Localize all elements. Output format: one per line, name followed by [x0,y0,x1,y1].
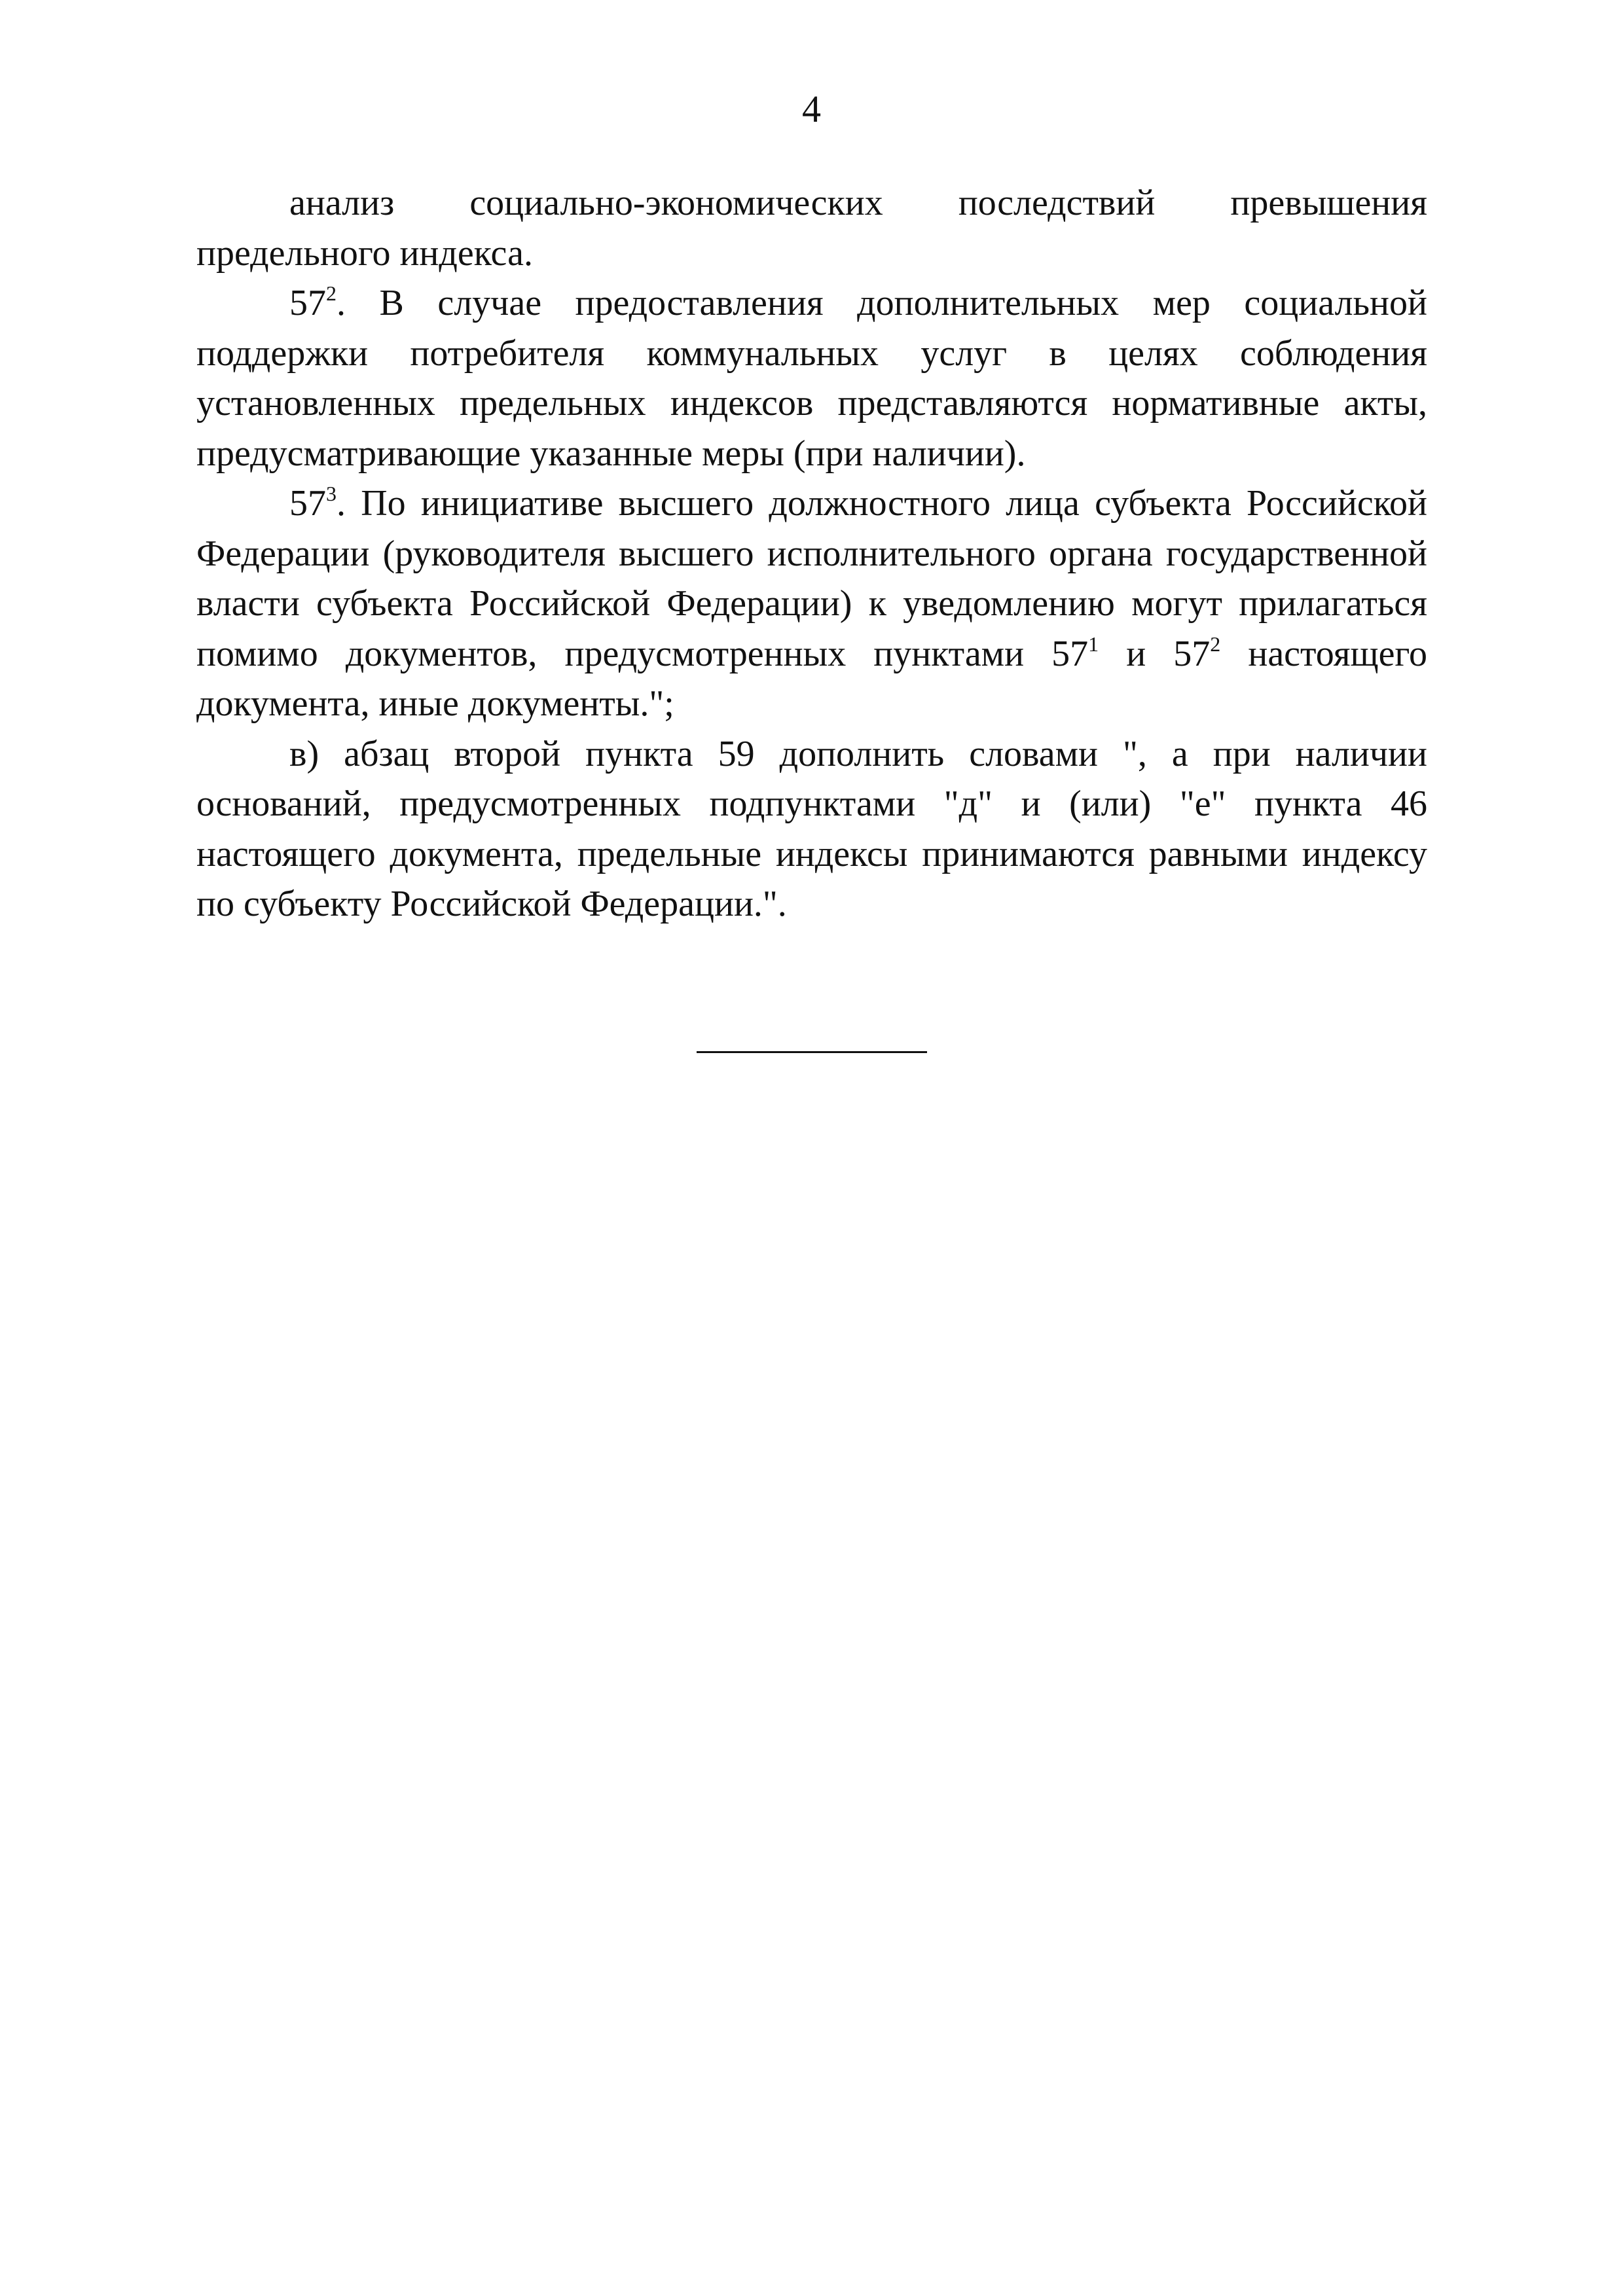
paragraph-analysis [196,178,1427,278]
clause-number: 57 [289,483,326,524]
document-body [196,178,1427,929]
clause-reference: 57 [1173,633,1211,674]
paragraph-57-2 [196,278,1427,478]
clause-reference: 57 [1051,633,1089,674]
paragraph-v [196,729,1427,929]
end-of-document-rule [697,1051,927,1053]
clause-number-superscript: 2 [326,281,337,306]
page-number: 4 [802,88,821,130]
clause-number: 57 [289,283,326,323]
paragraph-57-3 [196,478,1427,729]
paragraph-text: в) абзац второй пункта 59 дополнить словами ", а при наличии оснований, предусмотренных подпунктами "д" и (или) "е" пункта 46 настоящего документа, предельные индексы принимаются равными индексу по субъекту Российской Федерации.". [196,733,1427,924]
paragraph-text: и [1099,633,1174,674]
paragraph-text: настоящего документа, иные документы."; [196,633,1428,724]
clause-reference-superscript: 2 [1210,632,1221,656]
clause-number-superscript: 3 [326,482,337,506]
paragraph-text: . По инициативе высшего должностного лица субъекта Российской Федерации (руководителя высшего исполнительного органа государственной власти субъекта Российской Федерации) к уведомлению могут прилагаться помимо документов, предусмотренных пунктами [196,483,1427,674]
paragraph-text: . В случае предоставления дополнительных мер социальной поддержки потребителя коммунальных услуг в целях соблюдения установленных предельных индексов представляются нормативные акты, предусматривающие указанные меры (при наличии). [196,283,1427,474]
clause-reference-superscript: 1 [1088,632,1099,656]
paragraph-text: анализ социально-экономических последствий превышения предельного индекса. [196,183,1427,274]
